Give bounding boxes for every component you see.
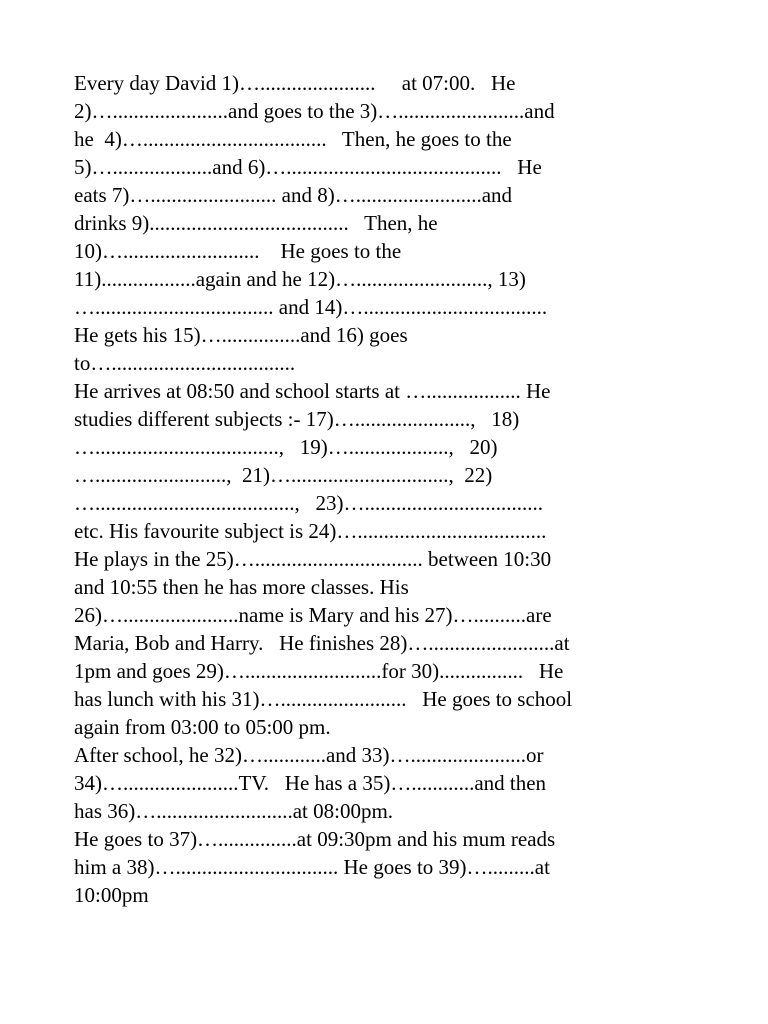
text-line: …........................., 21)….............................., 22) [74, 463, 493, 487]
text-line: etc. His favourite subject is 24)….................................... [74, 519, 547, 543]
text-line: After school, he 32)…............and 33)…......................or [74, 743, 544, 767]
text-line: 26)…......................name is Mary and his 27)…..........are [74, 603, 552, 627]
text-line: again from 03:00 to 05:00 pm. [74, 715, 331, 739]
text-line: 5)…...................and 6)…......................................... He [74, 155, 542, 179]
worksheet-text [74, 69, 734, 909]
text-line: 11)..................again and he 12)…........................., 13) [74, 267, 526, 291]
text-line: has 36)…..........................at 08:00pm. [74, 799, 394, 823]
text-line: …..................................., 19)…..................., 20) [74, 435, 498, 459]
text-line: He goes to 37)…...............at 09:30pm and his mum reads [74, 827, 556, 851]
text-line: He gets his 15)…...............and 16) goes [74, 323, 408, 347]
text-line: studies different subjects :- 17)…......................, 18) [74, 407, 520, 431]
text-line: and 10:55 then he has more classes. His [74, 575, 409, 599]
text-line: eats 7)…........................ and 8)…........................and [74, 183, 513, 207]
text-line: Every day David 1)…...................... at 07:00. He [74, 71, 516, 95]
text-line: 10)….......................... He goes to the [74, 239, 402, 263]
text-line: 34)…......................TV. He has a 35)…............and then [74, 771, 547, 795]
text-line: drinks 9)...................................... Then, he [74, 211, 438, 235]
text-line: 2)…......................and goes to the 3)…........................and [74, 99, 555, 123]
text-line: has lunch with his 31)…........................ He goes to school [74, 687, 573, 711]
text-line: He plays in the 25)…................................ between 10:30 [74, 547, 552, 571]
text-line: He arrives at 08:50 and school starts at ….................. He [74, 379, 551, 403]
text-line: ….................................. and 14)…................................... [74, 295, 548, 319]
text-line: 10:00pm [74, 883, 149, 907]
text-line: Maria, Bob and Harry. He finishes 28)…........................at [74, 631, 570, 655]
text-line: him a 38)…............................... He goes to 39)….........at [74, 855, 550, 879]
text-line: 1pm and goes 29)…..........................for 30)................ He [74, 659, 564, 683]
text-line: to…................................... [74, 351, 296, 375]
text-line: …......................................, 23)….................................. [74, 491, 543, 515]
text-line: he 4)…................................... Then, he goes to the [74, 127, 512, 151]
